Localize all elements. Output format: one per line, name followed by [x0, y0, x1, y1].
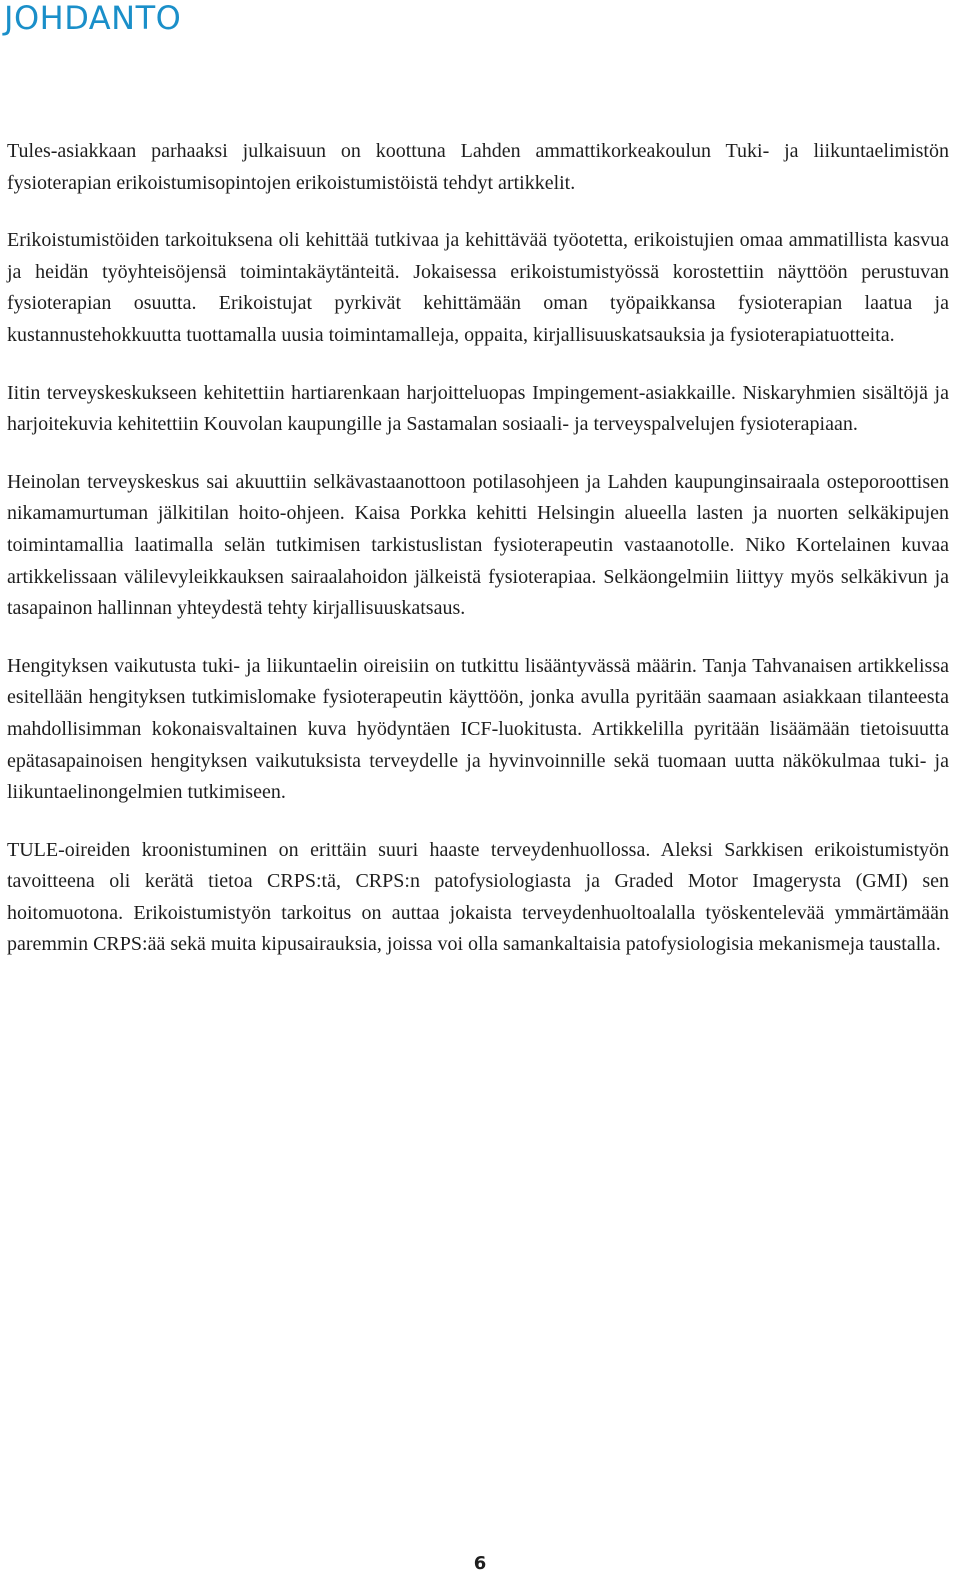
- page-number: 6: [473, 1553, 487, 1574]
- page-title: JOHDANTO: [4, 0, 182, 37]
- paragraph-purpose: Erikoistumistöiden tarkoituksena oli kehittää tutkivaa ja kehittävää työotetta, erikoistujien omaa ammatillista kasvua ja heidän työyhteisöjensä toimintakäytänteitä. Jokaisessa erikoistumistyössä korostettiin näyttöön perustuvan fysioterapian osuutta. Erikoistujat pyrkivät kehittämään oman työpaikkansa fysioterapian laatua ja kustannustehokkuutta tuottamalla uusia toimintamalleja, oppaita, kirjallisuuskatsauksia ja fysioterapiatuotteita.: [7, 229, 949, 346]
- paragraph-shoulder-neck: Iitin terveyskeskukseen kehitettiin hartiarenkaan harjoitteluopas Impingement-asiakkaille. Niskaryhmien sisältöjä ja harjoitekuvia kehitettiin Kouvolan kaupungille ja Sastamalan sosiaali- ja terveyspalvelujen fysioterapiaan.: [7, 381, 949, 436]
- paragraph-breathing: Hengityksen vaikutusta tuki- ja liikuntaelin oireisiin on tutkittu lisääntyvässä määrin. Tanja Tahvanaisen artikkelissa esitellään hengityksen tutkimislomake fysioterapeutin käyttöön, jonka avulla pyritään saamaan asiakkaan tilanteesta mahdollisimman kokonaisvaltainen kuva hyödyntäen ICF-luokitusta. Artikkelilla pyritään lisäämään tietoisuutta epätasapainoisen hengityksen vaikutuksista terveydelle ja hyvinvoinnille sekä tuomaan uutta näkökulmaa tuki- ja liikuntaelinongelmien tutkimiseen.: [7, 654, 949, 804]
- paragraph-intro: Tules-asiakkaan parhaaksi julkaisuun on koottuna Lahden ammattikorkeakoulun Tuki- ja liikuntaelimistön fysioterapian erikoistumisopintojen erikoistumistöistä tehdyt artikkelit.: [7, 140, 949, 194]
- body-text: [7, 136, 949, 987]
- paragraph-back: Heinolan terveyskeskus sai akuuttiin selkävastaanottoon potilasohjeen ja Lahden kaupunginsairaala osteporoottisen nikamamurtuman jälkitilan hoito-ohjeen. Kaisa Porkka kehitti Helsingin alueella lasten ja nuorten selkäkipujen toimintamallia laatimalla selän tutkimisen tarkistuslistan fysioterapeutin vastaanotolle. Niko Kortelainen kuvaa artikkelissaan välilevyleikkauksen sairaalahoidon jälkeistä fysioterapiaa. Selkäongelmiin liittyy myös selkäkivun ja tasapainon hallinnan yhteydestä tehty kirjallisuuskatsaus.: [7, 470, 949, 620]
- paragraph-crps: TULE-oireiden kroonistuminen on erittäin suuri haaste terveydenhuollossa. Aleksi Sarkkisen erikoistumistyön tavoitteena oli kerätä tietoa CRPS:tä, CRPS:n patofysiologiasta ja Graded Motor Imagerysta (GMI) sen hoitomuotona. Erikoistumistyön tarkoitus on auttaa jokaista terveydenhuoltoalalla työskentelevää ymmärtämään paremmin CRPS:ää sekä muita kipusairauksia, joissa voi olla samankaltaisia patofysiologisia mekanismeja taustalla.: [7, 838, 949, 956]
